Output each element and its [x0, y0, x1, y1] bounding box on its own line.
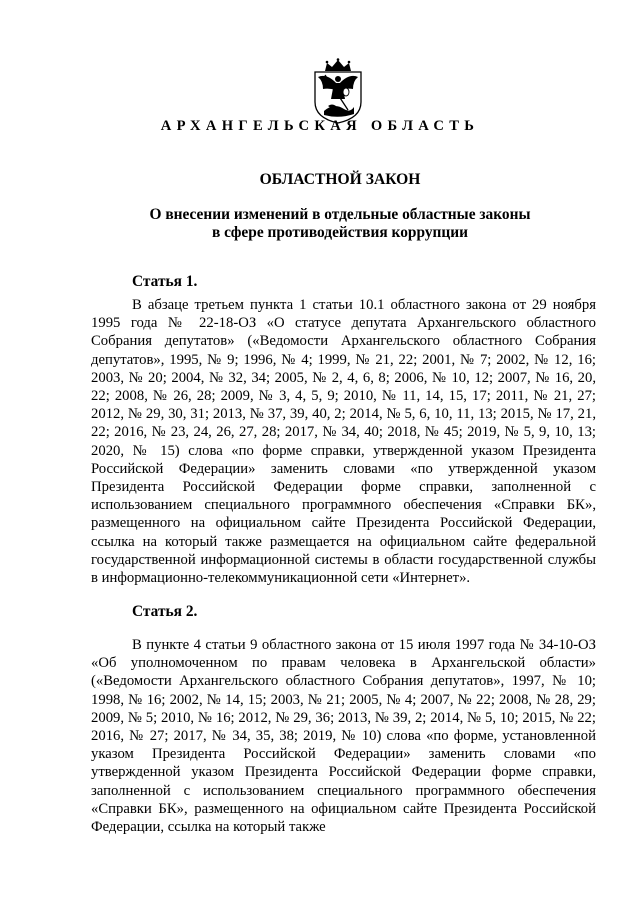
article-1-heading: Статья 1. — [132, 273, 198, 290]
document-type-title: ОБЛАСТНОЙ ЗАКОН — [259, 171, 421, 188]
subtitle-line-2: в сфере противодействия коррупции — [212, 224, 468, 241]
archangel-coat-of-arms-icon — [312, 58, 364, 124]
region-name: АРХАНГЕЛЬСКАЯ ОБЛАСТЬ — [160, 118, 480, 134]
article-2-text: В пункте 4 статьи 9 областного закона от 15 июля 1997 года № 34-10-ОЗ «Об уполномоченном по правам человека в Архангельской области» («Ведомости Архангельского областного Собрания депутатов», 1997, № 10; 1998, № 16; 2002, № 14, 15; 2003, № 21; 2005, № 4; 2007, № 22; 2008, № 28, 29; 2009, № 5; 2010, № 16; 2012, № 29, 36; 2013, № 39, 2; 2014, № 5, 10; 2015, № 22; 2016, № 27; 2017, № 34, 35, 38; 2019, № 10) слова «по форме, установленной указом Президента Российской Федерации» заменить словами «по утвержденной указом Президента Российской Федерации форме справки, заполненной с использованием специального программного обеспечения «Справки БК», размещенного на официальном сайте Президента Российской Федерации, ссылка на который также — [91, 637, 596, 836]
article-2-heading: Статья 2. — [132, 603, 198, 620]
subtitle-line-1: О внесении изменений в отдельные областные законы — [149, 206, 531, 223]
document-subtitle — [0, 206, 640, 242]
article-1-text: В абзаце третьем пункта 1 статьи 10.1 областного закона от 29 ноября 1995 года № 22-18-ОЗ «О статусе депутата Архангельского областного Собрания депутатов» («Ведомости Архангельского областного Собрания депутатов», 1995, № 9; 1996, № 4; 1999, № 21, 22; 2001, № 7; 2002, № 12, 16; 2003, № 20; 2004, № 32, 34; 2005, № 2, 4, 6, 8; 2006, № 10, 12; 2007, № 16, 20, 22; 2008, № 26, 28; 2009, № 3, 4, 5, 9; 2010, № 11, 14, 15, 17; 2011, № 21, 27; 2012, № 29, 30, 31; 2013, № 37, 39, 40, 2; 2014, № 5, 6, 10, 11, 13; 2015, № 17, 21, 22; 2016, № 23, 24, 26, 27, 28; 2017, № 34, 40; 2018, № 45; 2019, № 5, 9, 10, 13; 2020, № 15) слова «по форме справки, утвержденной указом Президента Российской Федерации» заменить словами «по утвержденной указом Президента Российской Федерации форме справки, заполненной с использованием специального программного обеспечения «Справки БК», размещенного на официальном сайте Президента Российской Федерации, ссылка на который также размещается на официальном сайте федеральной государственной информационной системы в области государственной службы в информационно-телекоммуникационной сети «Интернет». — [91, 297, 596, 587]
